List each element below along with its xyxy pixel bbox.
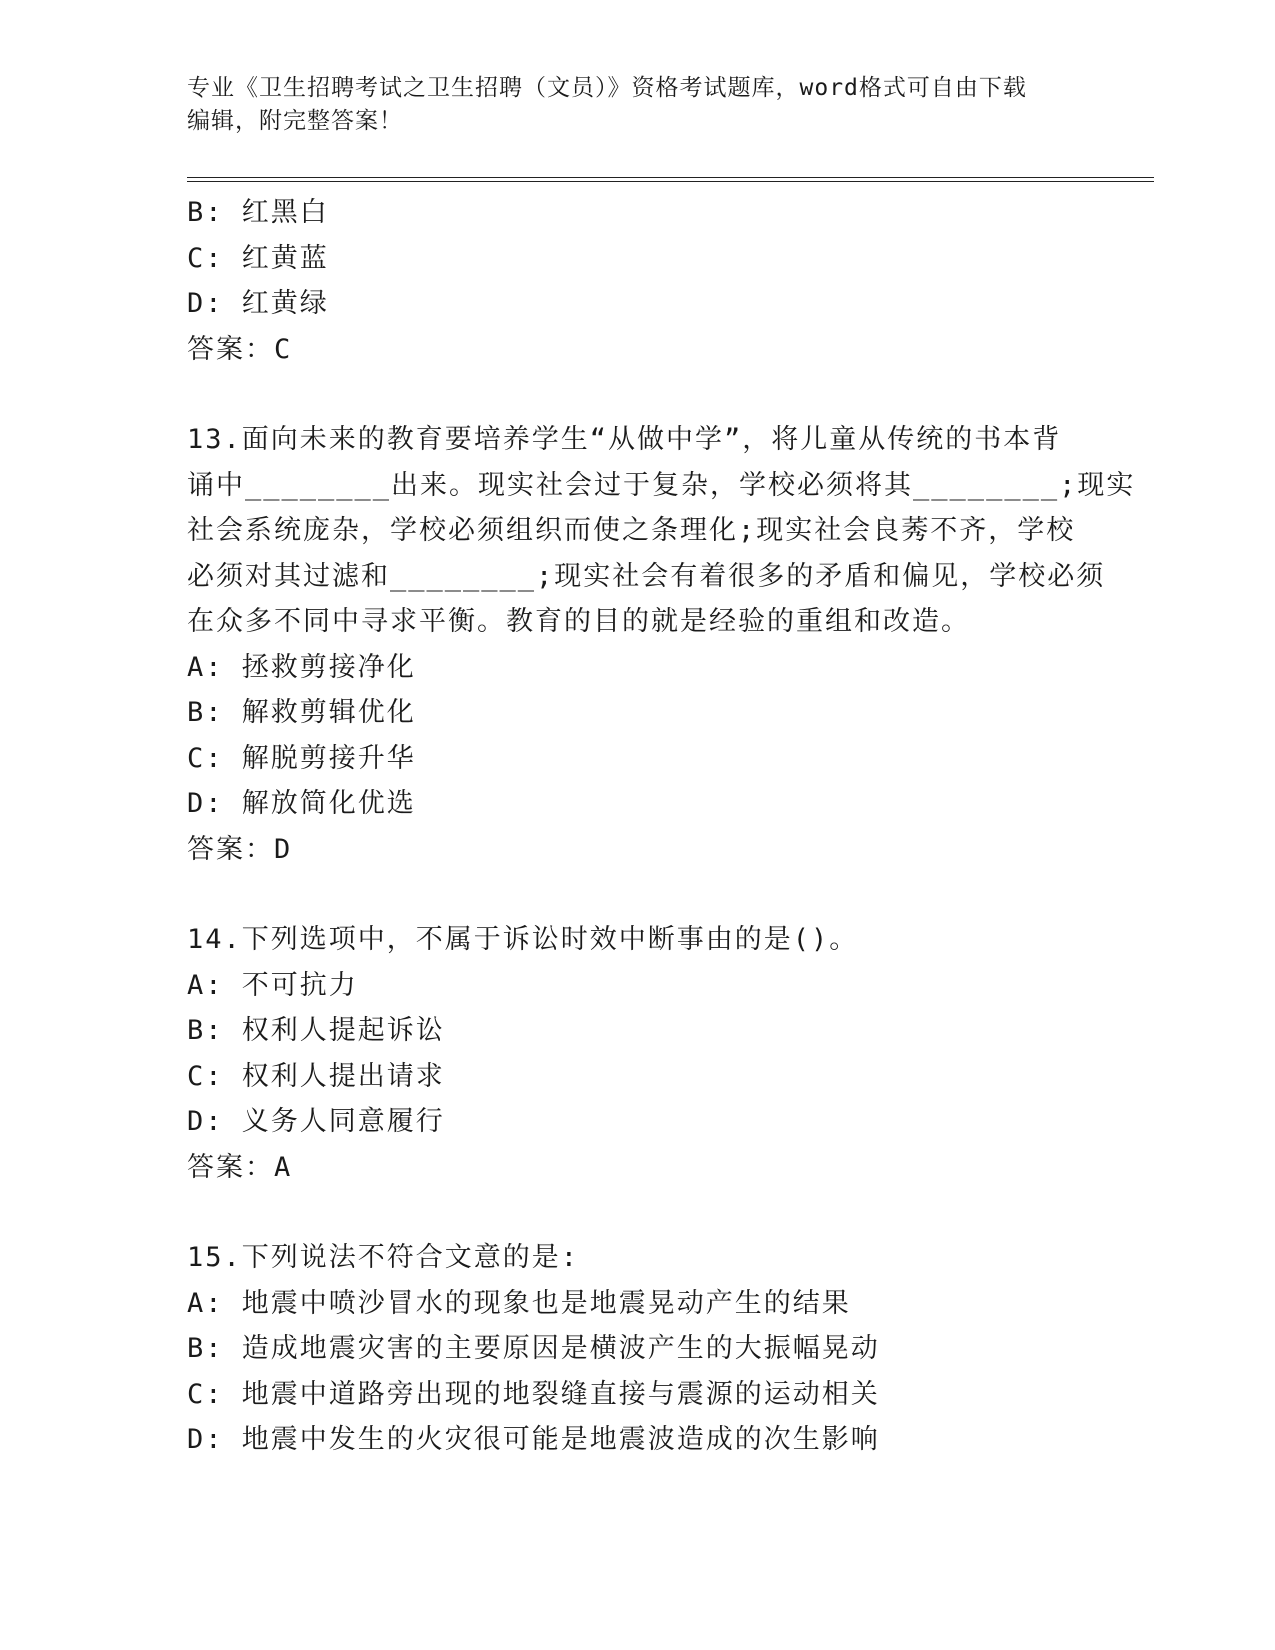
option-b: B: 解救剪辑优化 (187, 697, 416, 728)
answer-line: 答案：D (187, 833, 293, 865)
question-stem: 15.下列说法不符合文意的是: (187, 1242, 580, 1273)
option-d: D: 义务人同意履行 (187, 1106, 445, 1137)
question-stem-line: 13.面向未来的教育要培养学生“从做中学”，将儿童从传统的书本背 (187, 424, 1062, 455)
question-13 (187, 417, 1136, 872)
option-a: A: 拯救剪接净化 (187, 651, 416, 683)
question-14 (187, 917, 1087, 1190)
option-a: A: 不可抗力 (187, 969, 358, 1001)
header-rule-bottom (187, 181, 1154, 182)
option-d: D: 地震中发生的火灾很可能是地震波造成的次生影响 (187, 1424, 880, 1455)
option-c: C: 地震中道路旁出现的地裂缝直接与震源的运动相关 (187, 1378, 880, 1410)
question-stem-line: 必须对其过滤和________;现实社会有着很多的矛盾和偏见，学校必须 (187, 560, 1106, 592)
header-rule-top (187, 177, 1154, 178)
spacer (187, 1190, 1087, 1235)
question-stem-line: 社会系统庞杂，学校必须组织而使之条理化;现实社会良莠不齐，学校 (187, 515, 1076, 546)
option-b: B: 红黑白 (187, 197, 329, 228)
spacer (187, 372, 1087, 417)
option-d: D: 解放简化优选 (187, 788, 416, 819)
option-b: B: 造成地震灾害的主要原因是横波产生的大振幅晃动 (187, 1333, 880, 1364)
question-stem-line: 在众多不同中寻求平衡。教育的目的就是经验的重组和改造。 (187, 606, 970, 637)
answer-line: 答案：A (187, 1151, 293, 1183)
question-content (187, 190, 1136, 1463)
question-stem-line: 诵中________出来。现实社会过于复杂，学校必须将其________;现实 (187, 469, 1136, 501)
option-c: C: 红黄蓝 (187, 242, 329, 274)
option-a: A: 地震中喷沙冒水的现象也是地震晃动产生的结果 (187, 1287, 851, 1319)
header-line-1: 专业《卫生招聘考试之卫生招聘（文员）》资格考试题库，word格式可自由下载 (187, 75, 1027, 101)
option-c: C: 权利人提出请求 (187, 1060, 445, 1092)
question-12 (187, 190, 1087, 372)
spacer (187, 872, 1087, 917)
answer-line: 答案：C (187, 333, 293, 365)
document-header (187, 72, 1087, 138)
option-c: C: 解脱剪接升华 (187, 742, 416, 774)
header-line-2: 编辑，附完整答案！ (187, 108, 403, 134)
option-b: B: 权利人提起诉讼 (187, 1015, 445, 1046)
option-d: D: 红黄绿 (187, 288, 329, 319)
question-15 (187, 1235, 1087, 1463)
question-stem: 14.下列选项中，不属于诉讼时效中断事由的是()。 (187, 924, 859, 955)
